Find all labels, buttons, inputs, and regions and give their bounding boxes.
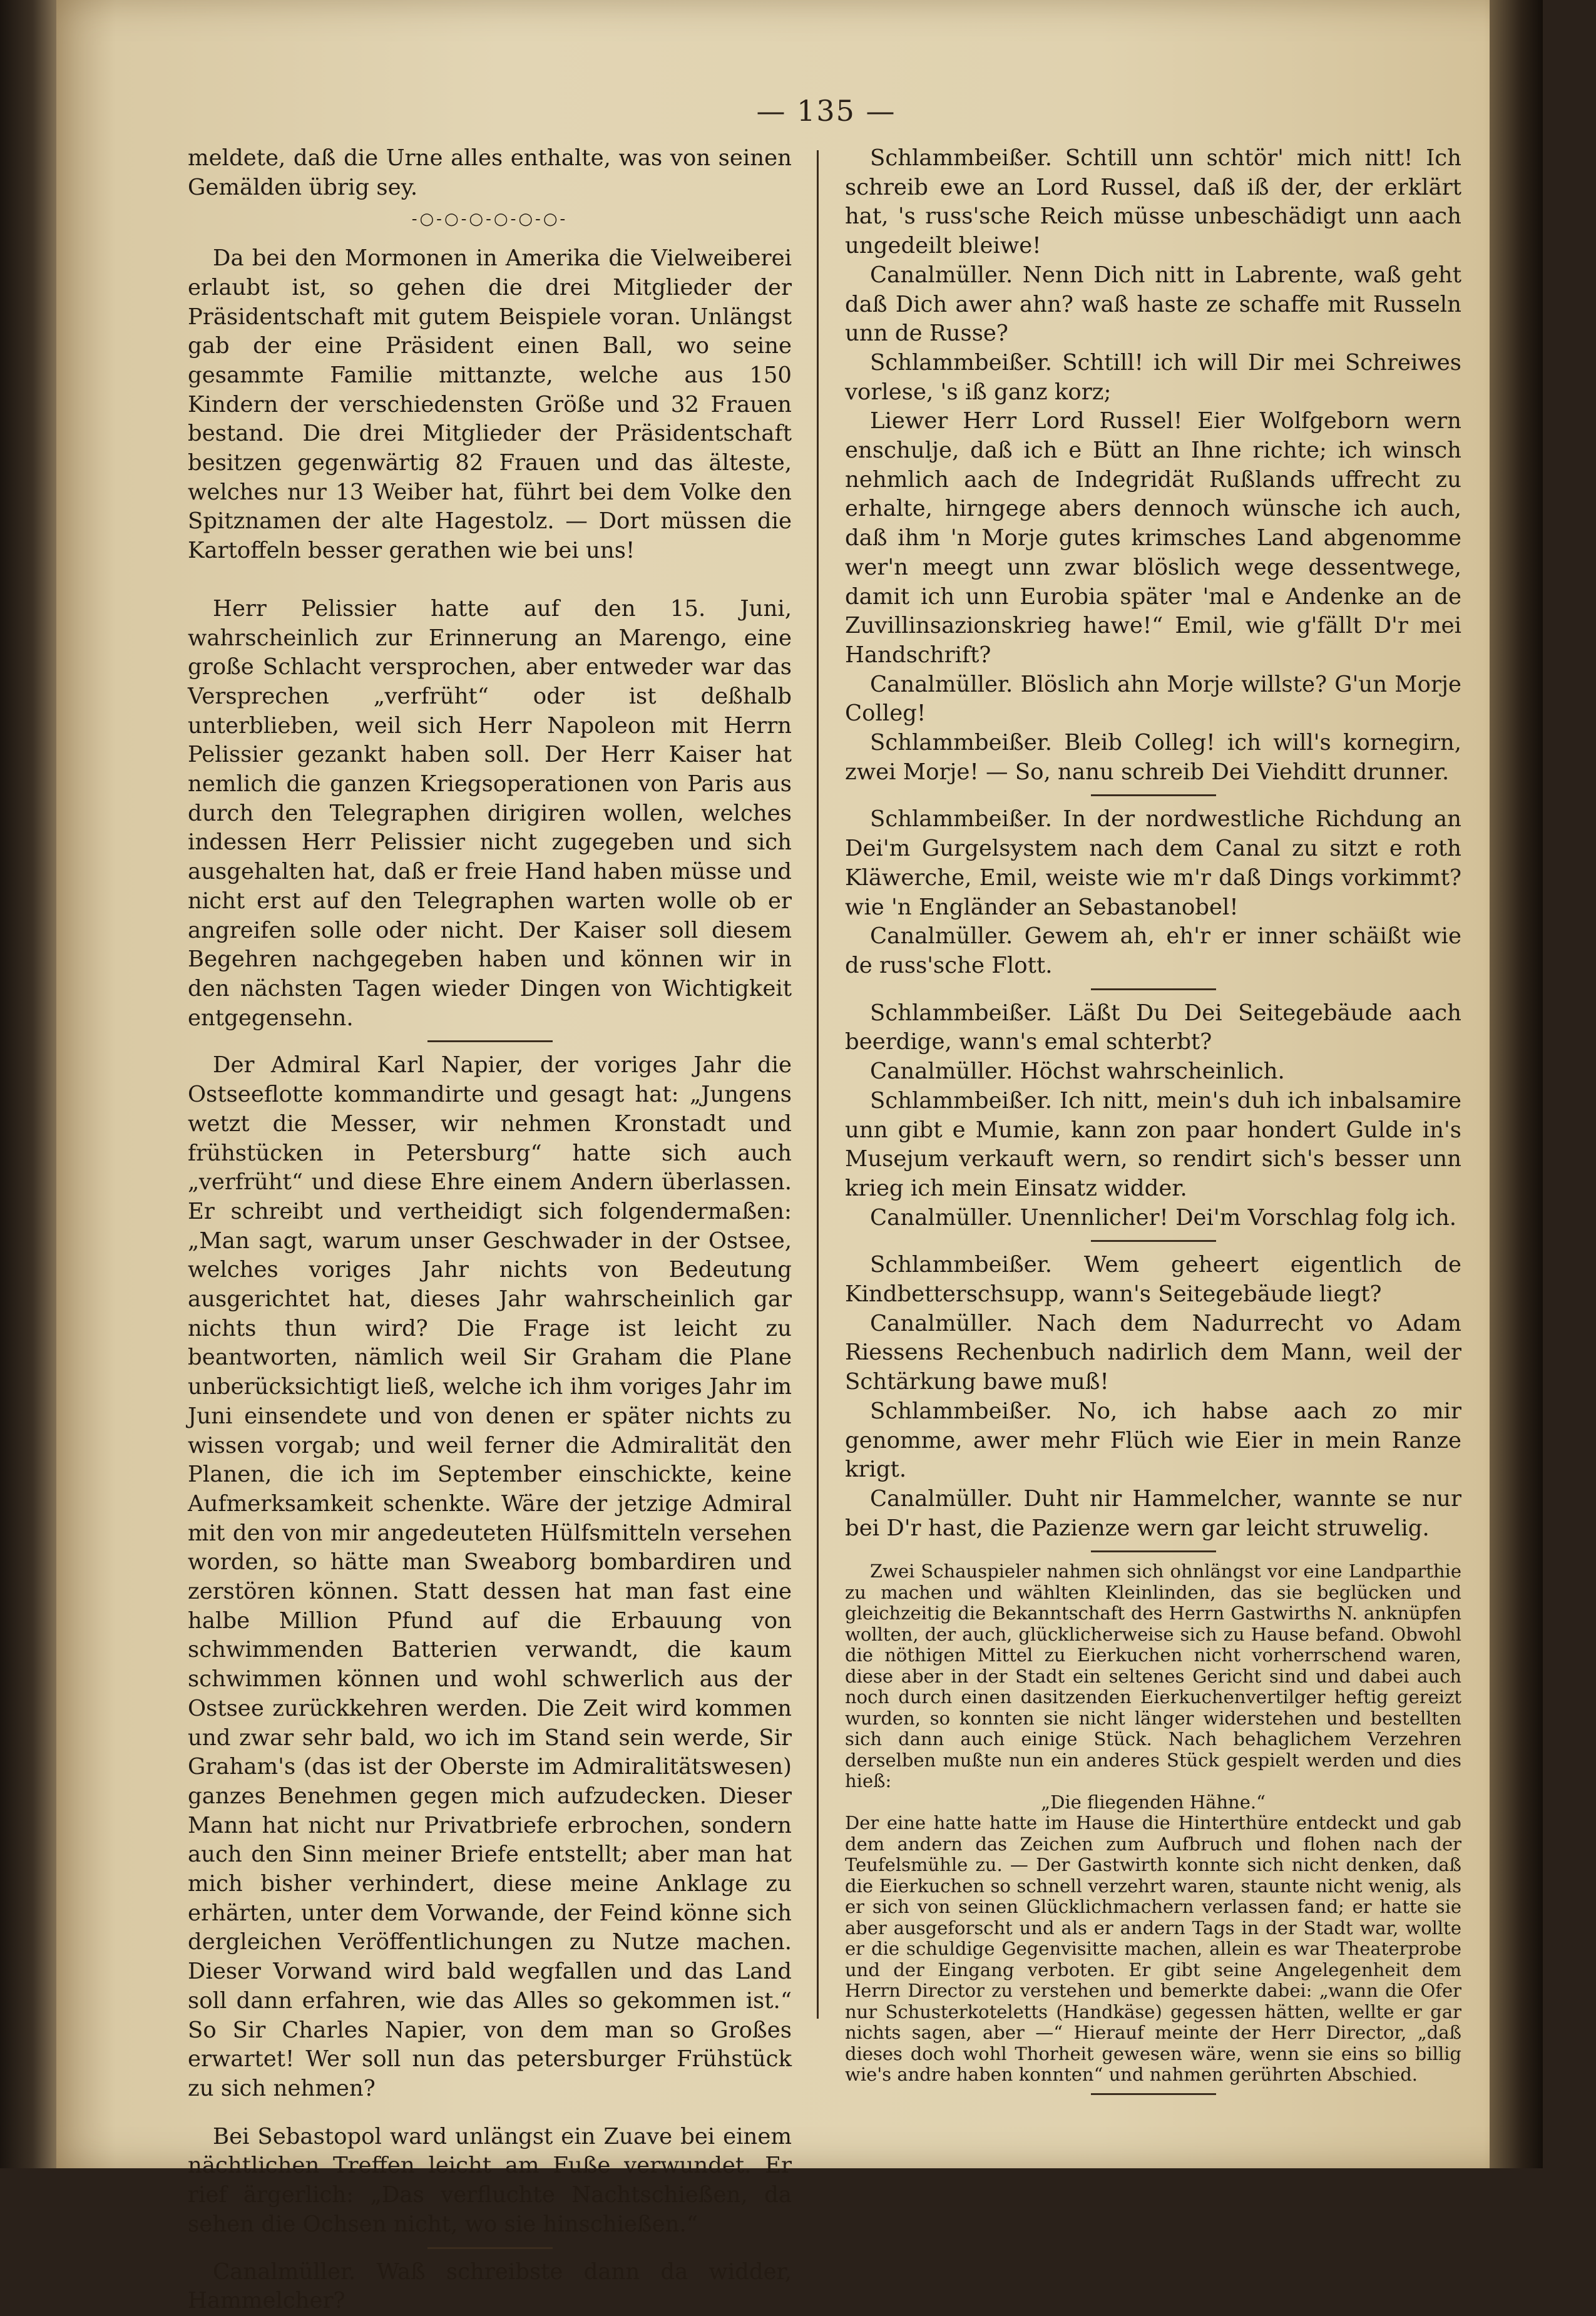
book-spine [0,0,59,2168]
left-column [188,144,792,2316]
article-paragraph: Canalmüller. Gewem ah, eh'r er inner schäißt wie de russ'sche Flott. [845,923,1461,978]
article-paragraph: Canalmüller. Waß schreibste dann da widder, Hammelcher? [188,2258,792,2314]
article-paragraph: Herr Pelissier hatte auf den 15. Juni, wahrscheinlich zur Erinnerung an Marengo, eine große Schlacht versprochen, aber entweder war das Versprechen „verfrüht“ oder ist deßhalb unterblieben, weil sich Herr Napoleon mit Herrn Pelissier gezankt haben soll. Der Herr Kaiser hat nemlich die ganzen Kriegsoperationen von Paris aus durch den Telegraphen dirigiren wollen, welches indessen Herr Pelissier nicht zugegeben und sich ausgehalten hat, daß er freie Hand haben müsse und nicht erst auf den Telegraphen warten wolle ob er angreifen solle oder nicht. Der Kaiser soll diesem Begehren nachgegeben haben und können wir in den nächsten Tagen wieder Dingen von Wichtigkeit entgegensehn. [188,595,792,1031]
page-number: — 135 — [756,94,896,128]
article-paragraph: Schlammbeißer. Wem geheert eigentlich de Kindbetterschsupp, wann's Seitegebäude liegt? [845,1252,1461,1308]
section-rule [1091,988,1216,990]
article-paragraph: Bei Sebastopol ward unlängst ein Zuave bei einem nächtlichen Treffen leicht am Fuße verwundet. Er rief ärgerlich: „Das verfluchte Nachtschießen, da sehen die Ochsen nicht, wo sie hinschießen.“ [188,2123,792,2237]
spacer [188,566,792,595]
article-paragraph: Liewer Herr Lord Russel! Eier Wolfgeborn wern enschulje, daß ich e Bütt an Ihne richte; ich winsch nehmlich aach de Indegridät Rußlands uffrecht zu erhalte, hirngege abers dennoch wünsche ich auch, daß ihm 'n Morje gutes krimsches Land abgenomme wer'n meegt unn zwar blöslich wege dessentwege, damit ich unn Eurobia später 'mal e Andenke an de Zuvillinsazionskrieg hawe!“ Emil, wie g'fällt D'r mei Handschrift? [845,408,1461,668]
article-paragraph: Canalmüller. Nach dem Nadurrecht vo Adam Riessens Rechenbuch nadirlich dem Mann, weil der Schtärkung bawe muß! [845,1310,1461,1395]
article-paragraph: Canalmüller. Höchst wahrscheinlich. [870,1058,1285,1085]
section-rule [1091,794,1216,796]
article-paragraph: meldete, daß die Urne alles enthalte, was von seinen Gemälden übrig sey. [188,145,792,200]
article-paragraph: Schlammbeißer. No, ich habse aach zo mir genomme, awer mehr Flüch wie Eier in mein Ranze krigt. [845,1398,1461,1483]
article-paragraph: Schlammbeißer. Schtill unn schtör' mich nitt! Ich schreib ewe an Lord Russel, daß iß der, der erklärt hat, 's russ'sche Reich müsse unbeschädigt unn aach ungedeilt bleiwe! [845,145,1461,259]
spacer [188,2104,792,2123]
right-column [845,144,1461,2104]
article-paragraph: Der eine hatte hatte im Hause die Hinterthüre entdeckt und gab dem andern das Zeichen zum Aufbruch und flohen nach der Teufelsmühle zu. — Der Gastwirth konnte sich nicht denken, daß die Eierkuchen so schnell verzehrt waren, staunte nicht wenig, als er sich von seinen Glücklichmachern verlassen fand; er hatte sie aber ausgeforscht und als er andern Tags in der Stadt war, wollte er die schuldige Gegenvisitte machen, allein es war Theaterprobe und der Eingang verboten. Er gibt seine Angelegenheit dem Herrn Director zu verstehen und bemerkte dabei: „wann die Ofer nur Schusterkoteletts (Handkäse) gegessen hätten, wellte er gar nichts sagen, aber —“ Hierauf meinte der Herr Director, „daß dieses doch wohl Thorheit gewesen wäre, wenn sie eins so billig wie's andre haben konnten“ und nahmen gerührten Abschied. [845,1812,1461,2086]
article-paragraph: Schlammbeißer. Ich nitt, mein's duh ich inbalsamire unn gibt e Mumie, kann zon paar hondert Gulde in's Musejum verkauft wern, so rendirt sich's besser unn krieg ich mein Einsatz widder. [845,1087,1461,1201]
article-paragraph: Schlammbeißer. Läßt Du Dei Seitegebäude aach beerdige, wann's emal schterbt? [845,1000,1461,1055]
section-rule [1091,1550,1216,1552]
page-edge [1490,0,1543,2168]
section-rule [427,2247,553,2249]
article-paragraph: Zwei Schauspieler nahmen sich ohnlängst vor eine Landparthie zu machen und wählten Kleinlinden, das sie beglücken und gleichzeitig die Bekanntschaft des Herrn Gastwirths N. anknüpfen wollten, der auch, glücklicherweise sich zu Hause befand. Obwohl die nöthigen Mittel zu Eierkuchen nicht vorherrschend waren, diese aber in der Stadt ein seltenes Gericht sind und dabei auch noch durch einen dasitzenden Eierkuchenvertilger heftig gereizt wurden, so konnten sie nicht länger widerstehen und bestellten sich dann auch einige Stück. Nach behaglichem Verzehren derselben mußte nun ein anderes Stück gespielt werden und dies hieß: [845,1560,1461,1792]
article-paragraph: Canalmüller. Unennlicher! Dei'm Vorschlag folg ich. [870,1204,1457,1231]
article-paragraph: Canalmüller. Nenn Dich nitt in Labrente, waß geht daß Dich awer ahn? waß haste ze schaffe mit Russeln unn de Russe? [845,262,1461,347]
article-paragraph: Canalmüller. Blöslich ahn Morje willste? G'un Morje Colleg! [845,671,1461,727]
article-paragraph: „Die fliegenden Hähne.“ [1041,1791,1266,1813]
section-rule [1091,2093,1216,2095]
column-divider [817,150,819,2019]
article-paragraph: Canalmüller. Duht nir Hammelcher, wannte se nur bei D'r hast, die Pazienze wern gar leicht struwelig. [845,1485,1461,1541]
ornament-divider: -○-○-○-○-○-○- [411,210,568,229]
article-paragraph: Schlammbeißer. In der nordwestliche Richdung an Dei'm Gurgelsystem nach dem Canal zu sitzt e roth Kläwerche, Emil, weiste wie m'r daß Dings vorkimmt? wie 'n Engländer an Sebastanobel! [845,806,1461,920]
article-paragraph: Da bei den Mormonen in Amerika die Vielweiberei erlaubt ist, so gehen die drei Mitglieder der Präsidentschaft mit gutem Beispiele voran. Unlängst gab der eine Präsident einen Ball, wo seine gesammte Familie mittanzte, welche aus 150 Kindern der verschiedensten Größe und 32 Frauen bestand. Die drei Mitglieder der Präsidentschaft besitzen gegenwärtig 82 Frauen und das älteste, welches nur 13 Weiber hat, führt bei dem Volke den Spitznamen der alte Hagestolz. — Dort müssen die Kartoffeln besser gerathen wie bei uns! [188,245,792,564]
article-paragraph: Schlammbeißer. Schtill! ich will Dir mei Schreiwes vorlese, 's iß ganz korz; [845,349,1461,405]
article-paragraph: Der Admiral Karl Napier, der voriges Jahr die Ostseeflotte kommandirte und gesagt hat: „Jungens wetzt die Messer, wir nehmen Kronstadt und frühstücken in Petersburg“ hatte sich auch „verfrüht“ und diese Ehre einem Andern überlassen. Er schreibt und vertheidigt sich folgendermaßen: „Man sagt, warum unser Geschwader in der Ostsee, welches voriges Jahr nichts von Bedeutung ausgerichtet hat, dieses Jahr wahrscheinlich gar nichts thun wird? Die Frage ist leicht zu beantworten, nämlich weil Sir Graham die Plane unberücksichtigt ließ, welche ich ihm voriges Jahr im Juni einsendete und von denen er später nichts zu wissen vorgab; und weil ferner die Admiralität den Planen, die ich im September einschickte, keine Aufmerksamkeit schenkte. Wäre der jetzige Admiral mit den von mir angedeuteten Hülfsmitteln versehen worden, so hätte man Sweaborg bombardiren und zerstören können. Statt dessen hat man fast eine halbe Million Pfund auf die Erbauung von schwimmenden Batterien verwandt, die kaum schwimmen können und wohl schwerlich aus der Ostsee zurückkehren werden. Die Zeit wird kommen und zwar sehr bald, wo ich im Stand sein werde, Sir Graham's (das ist der Oberste im Admiralitätswesen) ganzes Benehmen gegen mich aufzudecken. Dieser Mann hat nicht nur Privatbriefe erbrochen, sondern auch den Sinn meiner Briefe entstellt; aber man hat mich bisher verhindert, diese meine Anklage zu erhärten, unter dem Vorwande, der Feind könne sich dergleichen Veröffentlichungen zu Nutze machen. Dieser Vorwand wird bald wegfallen und das Land soll dann erfahren, wie das Alles so gekommen ist.“ So Sir Charles Napier, von dem man so Großes erwartet! Wer soll nun das petersburger Frühstück zu sich nehmen? [188,1052,792,2101]
section-rule [427,1040,553,1042]
article-paragraph: Schlammbeißer. Bleib Colleg! ich will's kornegirn, zwei Morje! — So, nanu schreib Dei Viehditt drunner. [845,730,1461,785]
section-rule [1091,1240,1216,1242]
